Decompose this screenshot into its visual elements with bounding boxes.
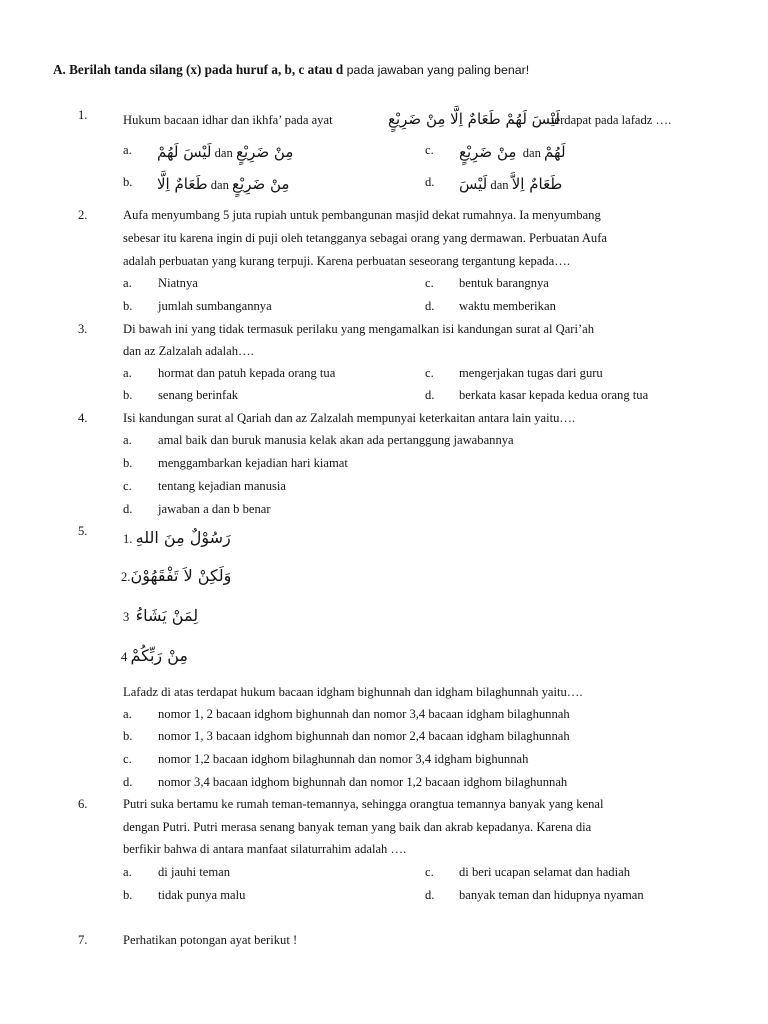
option-c-text: di beri ucapan selamat dan hadiah [459, 865, 630, 879]
option-d-text: nomor 3,4 bacaan idghom bighunnah dan nomor 1,2 bacaan idghom bilaghunnah [158, 775, 568, 789]
option-b-text: tidak punya malu [158, 888, 246, 902]
option-c: مِنْ ضَرِيْعٍ dan لَهُمْ [459, 143, 566, 161]
option-a-text: hormat dan patuh kepada orang tua [158, 366, 336, 380]
arabic-item-3: 3 لِمَنْ يَشَاءُ [123, 606, 199, 625]
question-number: 6. [78, 797, 88, 811]
option-a-text: Niatnya [158, 276, 198, 290]
option-b-letter: b. [123, 456, 133, 470]
option-c-letter: c. [123, 752, 132, 766]
question-line: Isi kandungan surat al Qariah dan az Zalzalah mempunyai keterkaitan antara lain yaitu…. [123, 411, 576, 425]
question-stem-pre: Hukum bacaan idhar dan ikhfa’ pada ayat [123, 113, 333, 127]
arabic-item-1: 1. رَسُوْلٌ مِنَ اللهِ [123, 528, 231, 547]
option-a-text: nomor 1, 2 bacaan idghom bighunnah dan nomor 3,4 bacaan idgham bilaghunnah [158, 707, 570, 721]
option-c-letter: c. [425, 276, 434, 290]
option-d: لَيْسَ dan طَعَامٌ اِلاَّ [459, 175, 563, 193]
option-b-letter: b. [123, 888, 133, 902]
option-a-letter: a. [123, 865, 132, 879]
option-c-text: tentang kejadian manusia [158, 479, 286, 493]
option-b-letter: b. [123, 388, 133, 402]
question-stem-post: terdapat pada lafadz …. [551, 113, 672, 127]
option-d-letter: d. [123, 775, 133, 789]
question-line: Lafadz di atas terdapat hukum bacaan idgham bighunnah dan idgham bilaghunnah yaitu…. [123, 685, 583, 699]
option-b-text: menggambarkan kejadian hari kiamat [158, 456, 348, 470]
question-number: 7. [78, 933, 88, 947]
option-a-letter: a. [123, 143, 132, 157]
option-a-letter: a. [123, 433, 132, 447]
question-line: dan az Zalzalah adalah…. [123, 344, 254, 358]
option-b: طَعَامٌ اِلَّا dan مِنْ ضَرِيْعٍ [157, 175, 290, 193]
arabic-item-4: 4 مِنْ رَبِّكُمْ [121, 646, 188, 665]
option-a-text: amal baik dan buruk manusia kelak akan ada pertanggung jawabannya [158, 433, 514, 447]
question-number: 5. [78, 524, 88, 538]
question-number: 2. [78, 208, 88, 222]
question-line: Perhatikan potongan ayat berikut ! [123, 933, 298, 947]
instruction-bold: A. Berilah tanda silang (x) pada huruf a, b, c atau d [53, 62, 344, 77]
option-d-text: waktu memberikan [459, 299, 556, 313]
option-b-text: nomor 1, 3 bacaan idghom bighunnah dan nomor 2,4 bacaan idgham bilaghunnah [158, 729, 570, 743]
question-line: adalah perbuatan yang kurang terpuji. Karena perbuatan seseorang tergantung kepada…. [123, 254, 571, 268]
option-c-text: nomor 1,2 bacaan idghom bilaghunnah dan nomor 3,4 idgham bighunnah [158, 752, 529, 766]
option-d-text: berkata kasar kepada kedua orang tua [459, 388, 649, 402]
option-b-letter: b. [123, 299, 133, 313]
option-c-letter: c. [425, 865, 434, 879]
option-d-letter: d. [425, 388, 435, 402]
option-d-letter: d. [123, 502, 133, 516]
option-b-text: senang berinfak [158, 388, 239, 402]
arabic-item-2: 2.وَلَكِنْ لاَ تَفْقَهُوْنَ [121, 566, 232, 585]
option-d-letter: d. [425, 299, 435, 313]
option-b-letter: b. [123, 175, 133, 189]
question-stem-arabic: لَيْسَ لَهُمْ طَعَامٌ اِلَّا مِنْ ضَرِيْعٍ [388, 110, 560, 128]
question-line: Putri suka bertamu ke rumah teman-temannya, sehingga orangtua temannya banyak yang kenal [123, 797, 604, 811]
option-c-text: mengerjakan tugas dari guru [459, 366, 603, 380]
option-d-letter: d. [425, 175, 435, 189]
option-a-text: di jauhi teman [158, 865, 231, 879]
instruction-heading [53, 62, 529, 78]
option-a-letter: a. [123, 707, 132, 721]
question-line: Aufa menyumbang 5 juta rupiah untuk pembangunan masjid dekat rumahnya. Ia menyumbang [123, 208, 601, 222]
option-b-letter: b. [123, 729, 133, 743]
question-line: Di bawah ini yang tidak termasuk perilaku yang mengamalkan isi kandungan surat al Qari’ah [123, 322, 595, 336]
option-c-letter: c. [425, 366, 434, 380]
option-c-text: bentuk barangnya [459, 276, 549, 290]
question-line: berfikir bahwa di antara manfaat silaturrahim adalah …. [123, 842, 407, 856]
question-number: 3. [78, 322, 88, 336]
option-d-text: banyak teman dan hidupnya nyaman [459, 888, 644, 902]
option-d-text: jawaban a dan b benar [158, 502, 271, 516]
question-number: 4. [78, 411, 88, 425]
instruction-rest: pada jawaban yang paling benar! [343, 63, 530, 77]
option-a: لَيْسَ لَهُمْ dan مِنْ ضَرِيْعٍ [157, 143, 294, 161]
option-d-letter: d. [425, 888, 435, 902]
option-b-text: jumlah sumbangannya [158, 299, 272, 313]
option-c-letter: c. [123, 479, 132, 493]
option-c-letter: c. [425, 143, 434, 157]
question-line: dengan Putri. Putri merasa senang banyak teman yang baik dan akrab kepadanya. Karena dia [123, 820, 592, 834]
option-a-letter: a. [123, 366, 132, 380]
question-number: 1. [78, 108, 88, 122]
option-a-letter: a. [123, 276, 132, 290]
question-line: sebesar itu karena ingin di puji oleh tetangganya sebagai orang yang dermawan. Perbuatan Aufa [123, 231, 607, 245]
